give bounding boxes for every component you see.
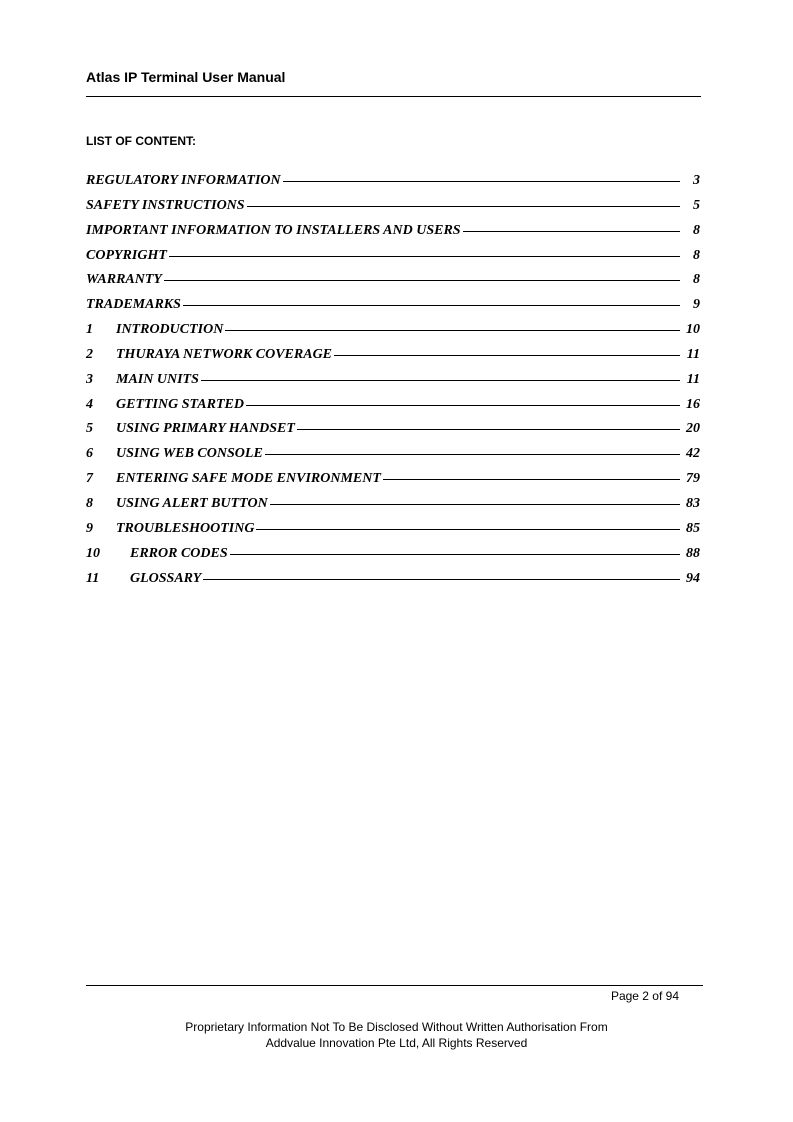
toc-entry[interactable]	[86, 396, 700, 421]
toc-leader-line	[164, 280, 680, 281]
toc-entry-title: USING ALERT BUTTON	[116, 495, 268, 511]
toc-entry-number: 7	[86, 471, 93, 487]
toc-entry-number: 1	[86, 322, 93, 338]
toc-entry[interactable]	[86, 520, 700, 545]
toc-leader-line	[334, 355, 680, 356]
toc-entry-title: INTRODUCTION	[116, 322, 224, 338]
toc-leader-line	[169, 256, 680, 257]
toc-entry[interactable]	[86, 321, 700, 346]
toc-entry-title: SAFETY INSTRUCTIONS	[86, 197, 245, 213]
toc-heading: LIST OF CONTENT:	[86, 134, 196, 148]
table-of-contents	[86, 172, 700, 594]
toc-entry-title: ERROR CODES	[130, 545, 228, 561]
toc-entry-title: USING WEB CONSOLE	[116, 446, 263, 462]
toc-entry-page: 20	[686, 421, 700, 437]
toc-entry-page: 11	[686, 346, 700, 362]
toc-entry-title: TROUBLESHOOTING	[116, 520, 255, 536]
toc-entry-title: GETTING STARTED	[116, 396, 244, 412]
toc-leader-line	[183, 305, 680, 306]
toc-entry-page: 8	[693, 272, 700, 288]
toc-entry-page: 42	[686, 446, 700, 462]
toc-leader-line	[203, 579, 680, 580]
toc-entry-title: REGULATORY INFORMATION	[86, 173, 281, 188]
toc-leader-line	[265, 454, 680, 455]
toc-entry-number: 6	[86, 446, 93, 462]
toc-entry-page: 83	[686, 495, 700, 511]
document-title: Atlas IP Terminal User Manual	[86, 69, 286, 85]
toc-entry[interactable]	[86, 271, 700, 296]
footer-notice	[0, 1020, 793, 1051]
toc-entry-page: 8	[693, 222, 700, 238]
toc-entry[interactable]	[86, 197, 700, 222]
toc-leader-line	[246, 405, 680, 406]
toc-leader-line	[225, 330, 680, 331]
toc-entry-number: 9	[86, 520, 93, 536]
toc-leader-line	[383, 479, 680, 480]
toc-entry-page: 94	[686, 570, 700, 586]
toc-entry-number: 5	[86, 421, 93, 437]
toc-entry-title: MAIN UNITS	[116, 371, 199, 387]
toc-leader-line	[297, 429, 680, 430]
toc-entry[interactable]	[86, 445, 700, 470]
toc-entry-page: 85	[686, 520, 700, 536]
toc-entry-page: 8	[693, 247, 700, 263]
toc-entry-number: 11	[86, 570, 100, 586]
toc-entry-title: IMPORTANT INFORMATION TO INSTALLERS AND USERS	[86, 222, 461, 238]
toc-entry[interactable]	[86, 296, 700, 321]
toc-entry[interactable]	[86, 172, 700, 197]
toc-leader-line	[463, 231, 680, 232]
toc-entry-title: THURAYA NETWORK COVERAGE	[116, 346, 333, 362]
toc-entry-title: WARRANTY	[86, 272, 162, 288]
toc-entry-title: GLOSSARY	[130, 570, 202, 586]
toc-entry-page: 9	[693, 297, 700, 313]
toc-entry-title: TRADEMARKS	[86, 297, 181, 313]
toc-entry-number: 8	[86, 495, 93, 511]
toc-entry-page: 88	[686, 545, 700, 561]
toc-entry-page: 79	[686, 471, 700, 487]
toc-entry[interactable]	[86, 371, 700, 396]
toc-leader-line	[270, 504, 680, 505]
toc-entry-number: 10	[86, 545, 100, 561]
toc-entry[interactable]	[86, 420, 700, 445]
toc-entry-number: 2	[86, 346, 93, 362]
toc-entry-number: 3	[86, 371, 93, 387]
toc-entry[interactable]	[86, 222, 700, 247]
toc-entry[interactable]	[86, 346, 700, 371]
toc-entry[interactable]	[86, 247, 700, 272]
footer-notice-line-1: Proprietary Information Not To Be Disclosed Without Written Authorisation From	[185, 1020, 608, 1034]
toc-entry-title: ENTERING SAFE MODE ENVIRONMENT	[116, 471, 381, 487]
toc-entry-title: COPYRIGHT	[86, 247, 167, 263]
toc-entry-page: 3	[693, 173, 700, 188]
toc-leader-line	[256, 529, 680, 530]
page-number: Page 2 of 94	[610, 989, 679, 1003]
footer-divider	[86, 985, 703, 986]
toc-entry[interactable]	[86, 570, 700, 595]
toc-entry-title: USING PRIMARY HANDSET	[116, 421, 295, 437]
toc-entry[interactable]	[86, 470, 700, 495]
toc-leader-line	[201, 380, 680, 381]
toc-leader-line	[230, 554, 680, 555]
toc-entry-number: 4	[86, 396, 93, 412]
header-divider	[86, 96, 701, 97]
toc-entry-page: 10	[686, 322, 700, 338]
toc-entry-page: 11	[686, 371, 700, 387]
toc-entry[interactable]	[86, 495, 700, 520]
toc-entry-page: 5	[693, 197, 700, 213]
toc-entry[interactable]	[86, 545, 700, 570]
toc-entry-page: 16	[686, 396, 700, 412]
toc-leader-line	[247, 206, 680, 207]
toc-leader-line	[283, 181, 680, 182]
footer-notice-line-2: Addvalue Innovation Pte Ltd, All Rights Reserved	[265, 1035, 528, 1050]
